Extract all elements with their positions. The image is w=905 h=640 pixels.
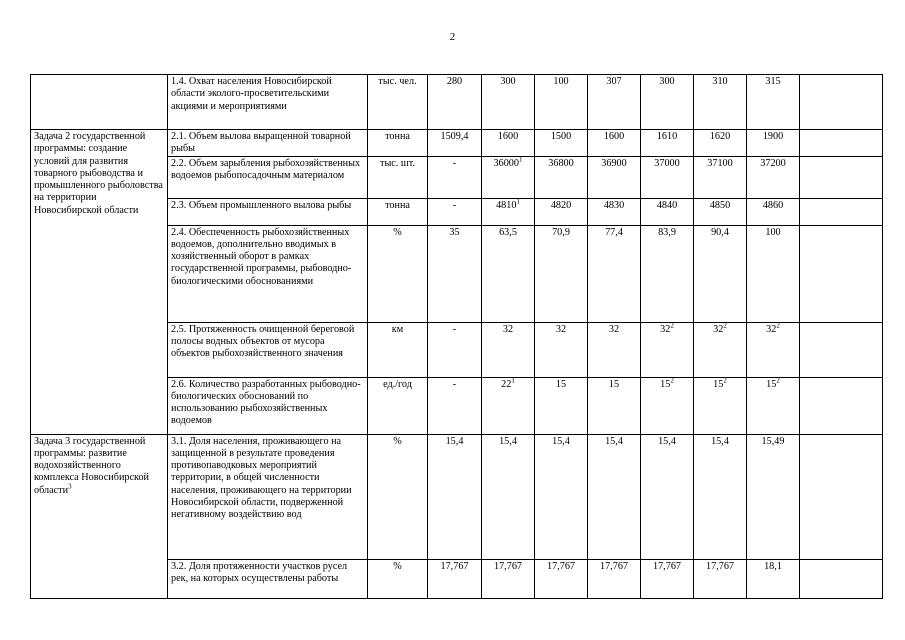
value-cell [428,225,482,322]
task-cell [31,75,168,130]
value-text: 15,4 [658,435,676,447]
value-text: 63,5 [499,226,517,238]
value-cell [482,198,535,225]
value-cell [482,559,535,598]
value-cell [428,75,482,130]
value-cell [588,156,641,198]
value-cell [428,377,482,434]
value-cell [747,322,800,377]
value-text: 32 [502,323,514,335]
value-text: 1610 [656,131,678,142]
footnote-marker: 2 [723,377,727,385]
value-cell [535,434,588,559]
value-text: 1900 [762,131,784,142]
empty-cell [800,130,883,157]
task-cell [31,130,168,435]
footnote-marker: 1 [516,198,520,206]
value-cell [482,377,535,434]
value-text: 4810 [496,199,517,211]
value-cell [482,75,535,130]
indicator-cell: 1.4. Охват населения Новосибирской области эколого-просветительскими акциями и мероприятиями [168,75,368,130]
empty-cell [800,156,883,198]
indicator-cell: 2.3. Объем промышленного вылова рыбы [168,198,368,225]
value-text: 307 [606,76,622,87]
value-cell [694,559,747,598]
value-cell [641,130,694,157]
value-text: 1509,4 [440,131,469,142]
value-cell [535,156,588,198]
empty-cell [800,434,883,559]
empty-cell [800,198,883,225]
value-text: 310 [712,76,728,87]
value-text: 17,767 [546,560,575,572]
task-cell [31,434,168,598]
value-cell [482,225,535,322]
value-text: 32 [660,323,671,335]
value-text: 4840 [656,199,678,211]
value-text: 4850 [709,199,731,211]
value-text: 77,4 [605,226,623,238]
value-cell [747,198,800,225]
unit-cell: тонна [368,130,428,157]
empty-cell [800,559,883,598]
value-cell [641,75,694,130]
value-cell [694,377,747,434]
value-text: 15 [555,378,567,390]
value-cell [694,225,747,322]
value-text: 17,767 [493,560,522,572]
value-text: 4860 [762,199,784,211]
value-text: 15 [766,378,777,390]
value-cell [535,322,588,377]
unit-cell: км [368,322,428,377]
value-text: 15 [713,378,724,390]
value-text: 15,4 [711,435,729,447]
unit-cell: тыс. чел. [368,75,428,130]
value-cell [747,225,800,322]
value-text: 37000 [654,157,680,169]
indicator-cell: 2.2. Объем зарыбления рыбохозяйственных водоемов рыбопосадочным материалом [168,156,368,198]
value-text: 4830 [603,199,625,211]
empty-cell [800,322,883,377]
value-text: 1600 [497,131,519,142]
indicator-cell: 2.6. Количество разработанных рыбоводно-биологических обоснований по использованию рыбохозяйственных водоемов [168,377,368,434]
value-text: - [452,157,457,169]
value-cell [641,156,694,198]
value-text: 100 [553,76,569,87]
table-row [31,75,883,130]
unit-cell: % [368,434,428,559]
value-cell [428,322,482,377]
footnote-marker: 2 [723,322,727,330]
table-row [31,130,883,157]
table-row [31,434,883,559]
value-cell [535,130,588,157]
value-text: 1600 [603,131,625,142]
value-text: 35 [449,226,460,238]
value-cell [694,156,747,198]
value-text: 100 [765,226,781,238]
value-cell [428,434,482,559]
value-text: - [452,199,457,211]
footnote-marker: 1 [511,377,515,385]
value-text: 36000 [493,157,519,169]
task-text: Задача 2 государственной программы: создание условий для развития товарного рыбоводства и промышленного рыболовства на территории Новосибирской области [34,131,163,216]
value-cell [482,322,535,377]
value-cell [428,156,482,198]
value-cell [694,322,747,377]
footnote-marker: 2 [776,377,780,385]
page-number: 2 [449,31,456,43]
unit-cell: % [368,559,428,598]
empty-cell [800,75,883,130]
value-cell [588,225,641,322]
value-cell [588,434,641,559]
value-text: 32 [555,323,567,335]
indicator-cell: 3.1. Доля населения, проживающего на защищенной в результате проведения противопаводковых мероприятий территории, в общей численности населения, проживающего на территории Новосибирской области, подверженной негативному воздействию вод [168,434,368,559]
empty-cell [800,377,883,434]
value-cell [747,75,800,130]
value-cell [535,559,588,598]
value-cell [747,559,800,598]
value-text: 36800 [548,157,574,169]
value-cell [535,377,588,434]
value-cell [428,559,482,598]
value-cell [641,434,694,559]
value-cell [588,130,641,157]
value-text: 36900 [601,157,627,169]
value-text: 18,1 [764,560,782,572]
value-text: 32 [608,323,620,335]
value-cell [747,130,800,157]
value-text: 300 [500,76,516,87]
indicator-cell: 2.5. Протяженность очищенной береговой полосы водных объектов от мусора объектов рыбохозяйственного значения [168,322,368,377]
value-text: 15 [660,378,671,390]
value-text: 300 [659,76,675,87]
empty-cell [800,225,883,322]
value-cell [641,559,694,598]
value-text: 15 [608,378,620,390]
value-text: 17,767 [440,560,469,572]
indicator-cell: 2.1. Объем вылова выращенной товарной рыбы [168,130,368,157]
value-cell [482,130,535,157]
value-cell [588,198,641,225]
task-text: Задача 3 государственной программы: развитие водохозяйственного комплекса Новосибирской области [34,435,149,496]
value-cell [535,198,588,225]
indicator-cell: 2.4. Обеспеченность рыбохозяйственных водоемов, дополнительно вводимых в хозяйственный оборот в рамках государственной программы, рыбоводно-биологическими обоснованиями [168,225,368,322]
value-cell [747,377,800,434]
indicator-cell: 3.2. Доля протяженности участков русел рек, на которых осуществлены работы [168,559,368,598]
footnote-marker: 2 [670,377,674,385]
value-text: 90,4 [711,226,729,238]
value-cell [641,225,694,322]
value-cell [588,559,641,598]
value-text: 1620 [709,131,731,142]
footnote-marker: 2 [776,322,780,330]
value-cell [641,322,694,377]
value-text: 83,9 [658,226,676,238]
unit-cell: ед./год [368,377,428,434]
indicators-table [30,74,883,599]
value-text: 17,767 [599,560,628,572]
value-cell [482,156,535,198]
value-cell [694,130,747,157]
value-text: 32 [713,323,724,335]
footnote-marker: 2 [670,322,674,330]
value-cell [588,377,641,434]
value-cell [641,377,694,434]
value-cell [694,198,747,225]
value-cell [694,75,747,130]
value-text: 4820 [550,199,572,211]
value-cell [482,434,535,559]
value-text: - [452,378,457,390]
value-text: 280 [446,76,463,87]
value-cell [747,156,800,198]
value-text: 37200 [760,157,786,169]
value-text: 315 [765,76,781,87]
value-text: 22 [501,378,512,390]
value-text: 15,49 [761,435,785,447]
value-text: 15,4 [445,435,464,447]
value-text: - [452,323,457,335]
value-text: 15,4 [605,435,623,447]
value-cell [428,198,482,225]
value-cell [747,434,800,559]
value-text: 70,9 [552,226,570,238]
value-text: 15,4 [499,435,517,447]
value-text: 32 [766,323,777,335]
value-text: 15,4 [552,435,570,447]
unit-cell: % [368,225,428,322]
value-cell [535,75,588,130]
value-cell [588,75,641,130]
footnote-marker: 3 [68,482,72,491]
unit-cell: тыс. шт. [368,156,428,198]
value-cell [535,225,588,322]
value-text: 37100 [707,157,733,169]
value-cell [428,130,482,157]
value-cell [588,322,641,377]
footnote-marker: 1 [518,156,523,164]
value-text: 1500 [550,131,572,142]
value-text: 17,767 [652,560,681,572]
value-text: 17,767 [705,560,734,572]
unit-cell: тонна [368,198,428,225]
value-cell [694,434,747,559]
value-cell [641,198,694,225]
